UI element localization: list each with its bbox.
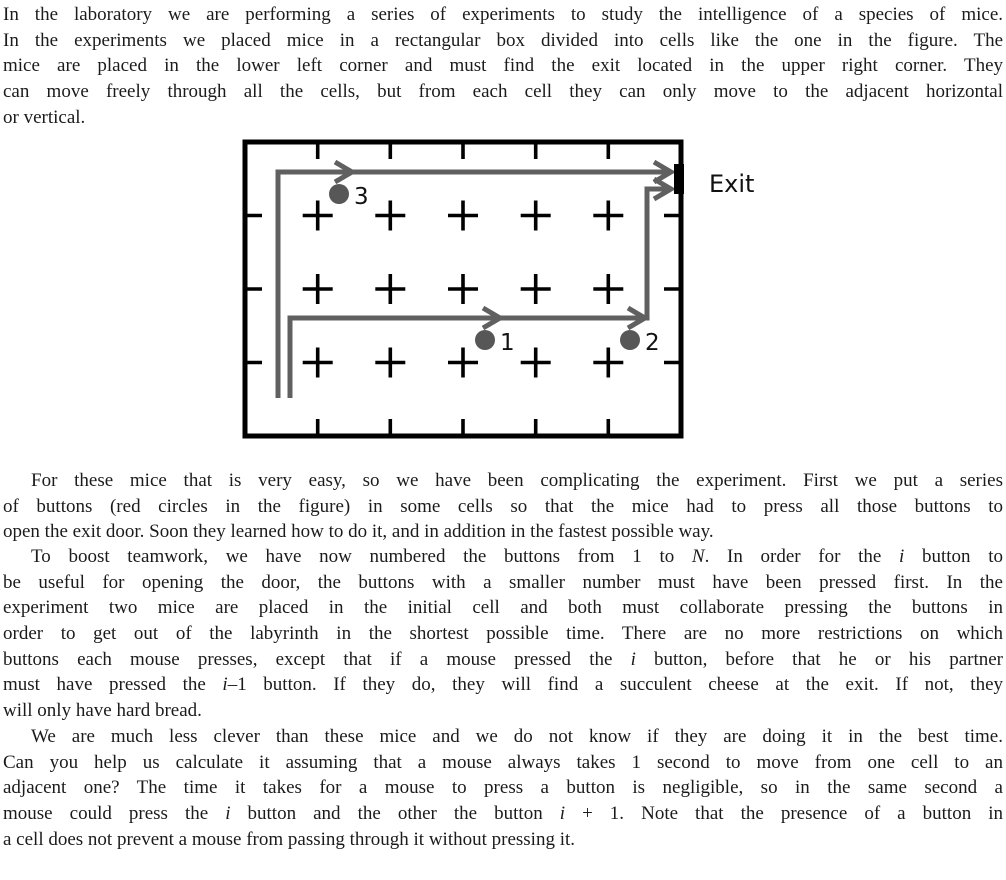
text-line: To boost teamwork, we have now numbered the buttons from 1 to N. In order for the i button to (31, 546, 1004, 567)
text-line: Can you help us calculate it assuming that a mouse always takes 1 second to move from one cell to an (3, 751, 1003, 773)
text-line: In the experiments we placed mice in a rectangular box divided into cells like the one in the figure. The (3, 29, 1003, 51)
text-line: experiment two mice are placed in the initial cell and both must collaborate pressing the buttons in (3, 597, 1003, 619)
text-line: order to get out of the labyrinth in the shortest possible time. There are no more restrictions on which (3, 623, 1003, 645)
text-line: In the laboratory we are performing a series of experiments to study the intelligence of a species of mice. (3, 4, 1003, 25)
text-line: open the exit door. Soon they learned how to do it, and in addition in the fastest possible way. (3, 521, 714, 543)
paragraph-intro (3, 2, 1003, 130)
text-line: We are much less clever than these mice and we do not know if they are doing it in the best time. (31, 726, 1003, 747)
button-3-label: 3 (354, 184, 369, 210)
paragraph-buttons (3, 468, 1003, 545)
text-line: be useful for opening the door, the buttons with a smaller number must have been pressed first. In the (3, 571, 1003, 593)
exit-door (674, 164, 684, 194)
text-line: will only have hard bread. (3, 700, 202, 722)
maze-svg (240, 138, 780, 444)
paragraph-question (3, 724, 1003, 852)
button-1-label: 1 (500, 330, 515, 356)
text-line: adjacent one? The time it takes for a mouse to press a button is negligible, so in the same second a (3, 777, 1003, 799)
maze-figure (240, 138, 780, 444)
text-line: mice are placed in the lower left corner and must find the exit located in the upper right corner. They (3, 55, 1003, 77)
text-line: For these mice that is very easy, so we have been complicating the experiment. First we put a series (31, 470, 1003, 491)
text-line: a cell does not prevent a mouse from passing through it without pressing it. (3, 828, 576, 850)
text-line: must have pressed the i–1 button. If they do, they will find a succulent cheese at the exit. If not, they (3, 674, 1003, 696)
exit-label: Exit (709, 170, 755, 198)
paragraph-teamwork (3, 544, 1003, 724)
text-line: or vertical. (3, 106, 86, 128)
text-line: can move freely through all the cells, but from each cell they can only move to the adjacent horizontal (3, 81, 1003, 103)
text-line: buttons each mouse presses, except that if a mouse pressed the i button, before that he or his partner (3, 648, 1004, 670)
button-2-label: 2 (645, 330, 660, 356)
button-2-circle (620, 330, 640, 350)
button-1-circle (475, 330, 495, 350)
text-line: mouse could press the i button and the other the button i + 1. Note that the presence of a button in (3, 803, 1004, 825)
button-3-circle (329, 184, 349, 204)
text-line: of buttons (red circles in the figure) in some cells so that the mice had to press all those buttons to (3, 495, 1003, 517)
